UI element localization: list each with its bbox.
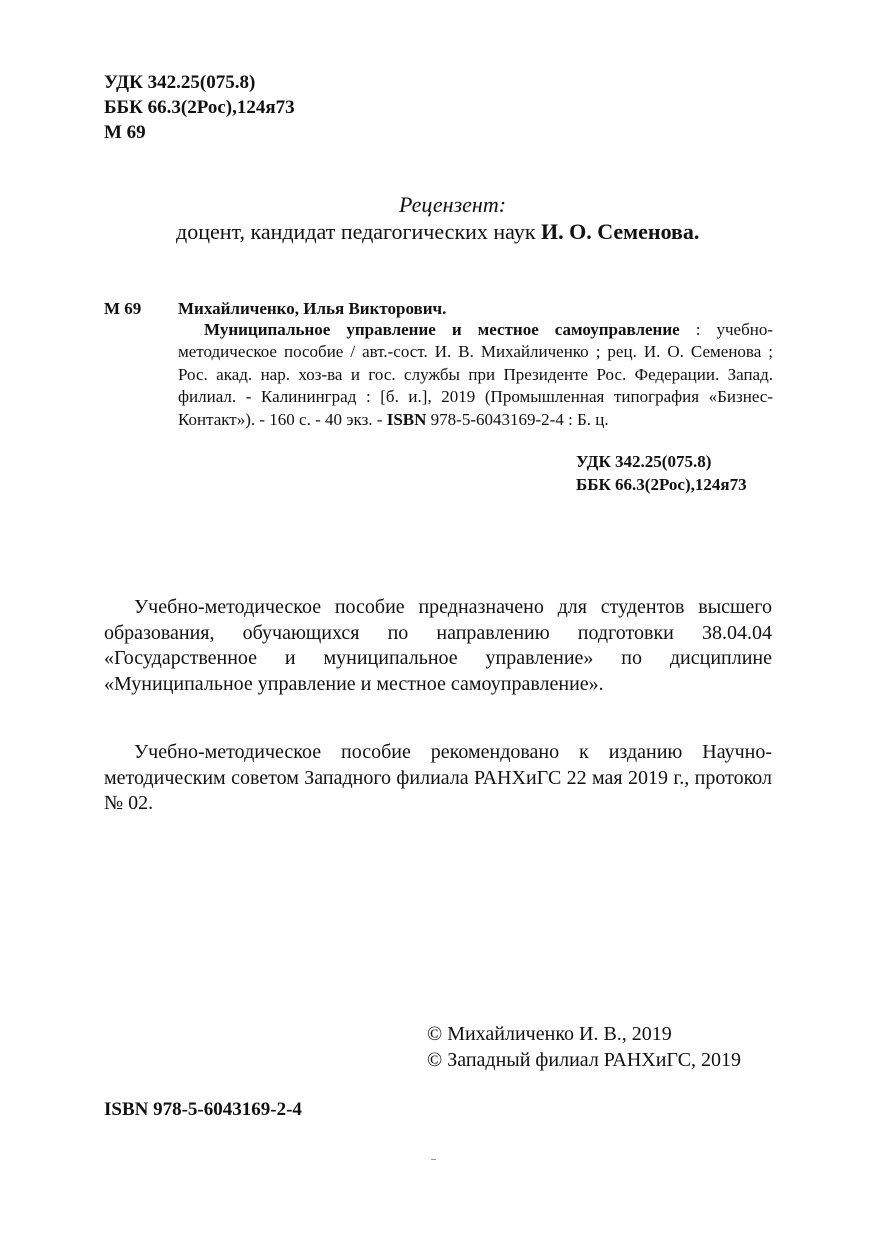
author-mark: М 69 [104, 122, 146, 143]
catalog-description-part1: : учебно-методическое пособие / авт.-сост. И. В. Михайличенко ; рец. И. О. Семенова ; Рос. акад. нар. хоз-ва и гос. службы при Президенте Рос. Федерации. Запад. филиал. - Калининград : [б. и.], 2019 (Промышленная типография «Бизнес-Контакт»). - 160 с. - 40 экз. - [178, 320, 773, 429]
page-mark [431, 1159, 436, 1160]
reviewer-name: И. О. Семенова. [541, 219, 700, 244]
catalog-codes [576, 450, 747, 496]
annotation-paragraph-2: Учебно-методическое пособие рекомендовано к изданию Научно-методическим советом Западного филиала РАНХиГС 22 мая 2019 г., протокол № 02. [104, 741, 772, 815]
reviewer-heading: Рецензент: [398, 192, 507, 217]
classification-codes [104, 70, 295, 145]
copyright-author: © Михайличенко И. В., 2019 [427, 1023, 672, 1045]
catalog-book-title: Муниципальное управление и местное самоуправление [204, 320, 680, 339]
catalog-bbk: ББК 66.3(2Рос),124я73 [576, 475, 747, 494]
udk-code: УДК 342.25(075.8) [104, 72, 256, 93]
catalog-author-mark: М 69 [104, 299, 142, 318]
reviewer-line [176, 218, 699, 246]
annotation-paragraph-1: Учебно-методическое пособие предназначено для студентов высшего образования, обучающихся по направлению подготовки 38.04.04 «Государственное и муниципальное управление» по дисциплине «Муниципальное управление и местное самоуправление». [104, 596, 772, 696]
catalog-udk: УДК 342.25(075.8) [576, 452, 712, 471]
bbk-code: ББК 66.3(2Рос),124я73 [104, 97, 295, 118]
isbn: ISBN 978-5-6043169-2-4 [104, 1099, 302, 1120]
catalog-description-part2: 978-5-6043169-2-4 : Б. ц. [426, 409, 609, 429]
catalog-author: Михайличенко, Илья Викторович. [178, 299, 447, 318]
reviewer-position: доцент, кандидат педагогических наук [176, 219, 536, 244]
catalog-isbn-label: ISBN [386, 409, 427, 429]
copyright-publisher: © Западный филиал РАНХиГС, 2019 [427, 1049, 742, 1071]
catalog-description [178, 319, 773, 431]
copyright-block [427, 1021, 741, 1073]
